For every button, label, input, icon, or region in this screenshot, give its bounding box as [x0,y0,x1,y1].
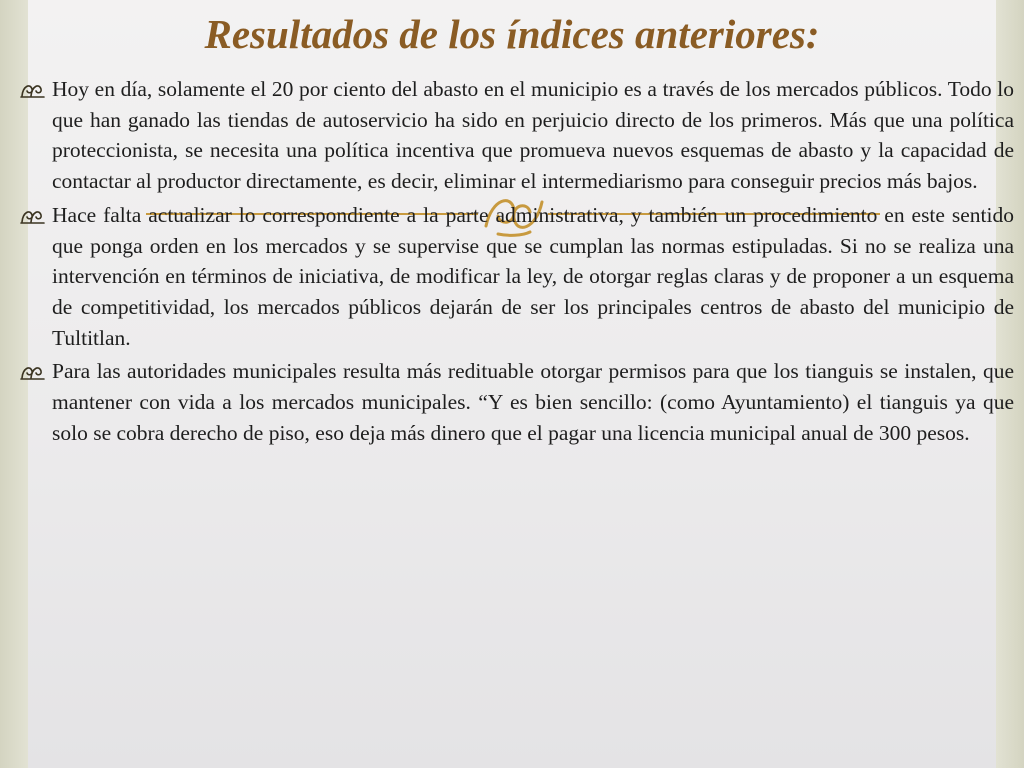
list-item [18,200,1014,354]
bullet-text: Para las autoridades municipales resulta más redituable otorgar permisos para que los tianguis se instalen, que mantener con vida a los mercados municipales. “Y es bien sencillo: (como Ayuntamiento) el tianguis ya que solo se cobra derecho de piso, eso deja más dinero que el pagar una licencia municipal anual de 300 pesos. [52,359,1014,445]
list-item [18,74,1014,197]
curled-leaf-bullet-icon [20,81,46,99]
curled-leaf-bullet-icon [20,363,46,381]
curled-leaf-bullet-icon [20,207,46,225]
list-item [18,356,1014,448]
bullet-text: Hace falta actualizar lo correspondiente a la parte administrativa, y también un procedimiento en este sentido que ponga orden en los mercados y se supervise que se cumplan las normas estipuladas. Si no se realiza una intervención en términos de iniciativa, de modificar la ley, de otorgar reglas claras y de proponer a un esquema de competitividad, los mercados públicos dejarán de ser los principales centros de abasto del municipio de Tultitlan. [52,202,1014,350]
bullet-text: Hoy en día, solamente el 20 por ciento del abasto en el municipio es a través de los mercados públicos. Todo lo que han ganado las tiendas de autoservicio ha sido en perjuicio directo de los primeros. Más que una política proteccionista, se necesita una política incentiva que promueva nuevos esquemas de abasto y la capacidad de contactar al productor directamente, es decir, eliminar el intermediarismo para conseguir precios más bajos. [52,77,1014,194]
slide-title: Resultados de los índices anteriores: [204,11,820,57]
bullet-list [18,74,1014,451]
